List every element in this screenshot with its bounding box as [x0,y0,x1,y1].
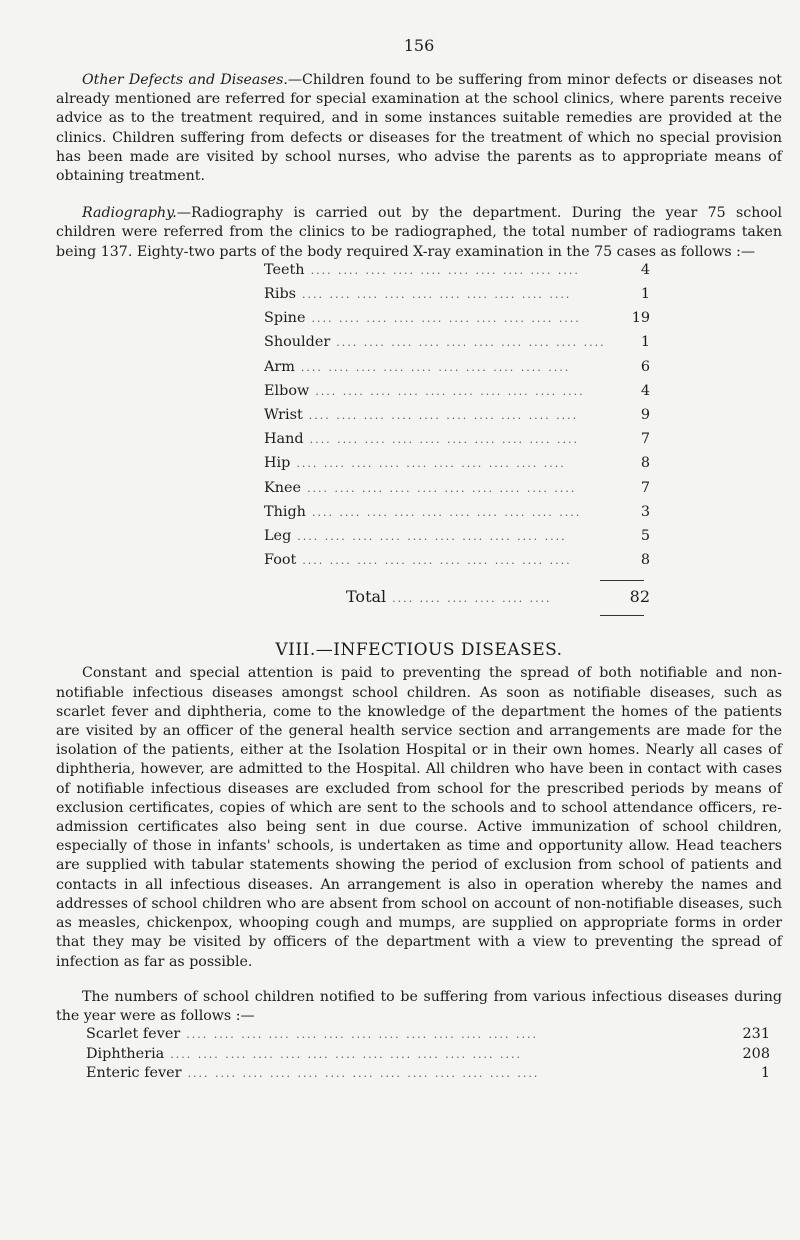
total-value: 82 [629,587,650,607]
table-row: Elbow .... .... .... .... .... .... .... .... .... .... 4 [264,382,650,399]
table-row: Teeth .... .... .... .... .... .... .... .... .... .... 4 [264,261,650,278]
infectious-paragraph-2: The numbers of school children notified to be suffering from various infectious diseases during the year were as follows :— [56,988,782,1024]
radiography-text: —Radiography is carried out by the department. During the year 75 school children were referred from the clinics to be radiographed, the total number of radiograms taken being 137. Eighty-two parts of the body required X-ray examination in the 75 cases as follows :— [56,205,782,260]
total-label: Total [346,587,387,607]
table-row: Knee .... .... .... .... .... .... .... .... .... .... 7 [264,479,650,496]
radiography-paragraph [56,204,782,262]
radiography-heading: Radiography. [82,205,177,222]
table-row: Spine .... .... .... .... .... .... .... .... .... .... 19 [264,310,650,327]
other-defects-text: —Children found to be suffering from minor defects or diseases not already mentioned are referred for special examination at the school clinics, where parents receive advice as to the treatment required, and in some instances suitable remedies are provided at the clinics. Children suffering from defects or diseases for the treatment of which no special provision has been made are visited by school nurses, who advise the parents as to appropriate means of obtaining treatment. [56,72,782,185]
table-row: Leg .... .... .... .... .... .... .... .... .... .... 5 [264,527,650,544]
infectious-paragraph-1: Constant and special attention is paid to preventing the spread of both notifiable and non-notifiable infectious diseases amongst school children. As soon as notifiable diseases, such as scarlet fever and diphtheria, come to the knowledge of the department the homes of the patients are visited by an officer of the general health service section and arrangements are made for the isolation of the patients, either at the Isolation Hospital or in their own homes. Nearly all cases of diphtheria, however, are admitted to the Hospital. All children who have been in contact with cases of notifiable infectious diseases are excluded from school for the prescribed periods by means of exclusion certificates, copies of which are sent to the schools and to school attendance officers, re-admission certificates also being sent in due course. Active immunization of school children, especially of those in infants' schools, is undertaken as time and opportunity allow. Head teachers are supplied with tabular statements showing the period of exclusion from school of patients and contacts in all infectious diseases. An arrangement is also in operation whereby the names and addresses of school children who are absent from school on account of non-notifiable diseases, such as measles, chickenpox, whooping cough and mumps, are supplied on appropriate forms in order that they may be visited by officers of the department with a view to preventing the spread of infection as far as possible. [56,665,782,970]
table-row: Foot .... .... .... .... .... .... .... .... .... .... 8 [264,552,650,569]
table-row: Wrist .... .... .... .... .... .... .... .... .... .... 9 [264,406,650,423]
other-defects-paragraph [56,71,782,186]
radiography-table [264,262,650,576]
other-defects-heading: Other Defects and Diseases. [82,72,288,88]
page-number: 156 [403,36,435,55]
table-row: Scarlet fever .... .... .... .... .... .... .... .... .... .... .... .... .... 231 [86,1026,770,1043]
table-row: Shoulder .... .... .... .... .... .... .... .... .... .... 1 [264,334,650,351]
document-page [56,36,782,1085]
table-row: Hip .... .... .... .... .... .... .... .... .... .... 8 [264,455,650,472]
total-rule-top [600,580,644,581]
table-row: Arm .... .... .... .... .... .... .... .... .... .... 6 [264,358,650,375]
total-rule-bottom [600,615,644,616]
table-row: Diphtheria .... .... .... .... .... .... .... .... .... .... .... .... .... 208 [86,1045,770,1062]
section-title: VIII.—INFECTIOUS DISEASES. [275,640,563,661]
table-row: Hand .... .... .... .... .... .... .... .... .... .... 7 [264,431,650,448]
table-row: Thigh .... .... .... .... .... .... .... .... .... .... 3 [264,503,650,520]
table-row: Ribs .... .... .... .... .... .... .... .... .... .... 1 [264,286,650,303]
table-row: Enteric fever .... .... .... .... .... .... .... .... .... .... .... .... .... 1 [86,1065,770,1082]
total-row: Total .... .... .... .... .... .... 82 [346,587,650,607]
infectious-table [86,1026,770,1085]
